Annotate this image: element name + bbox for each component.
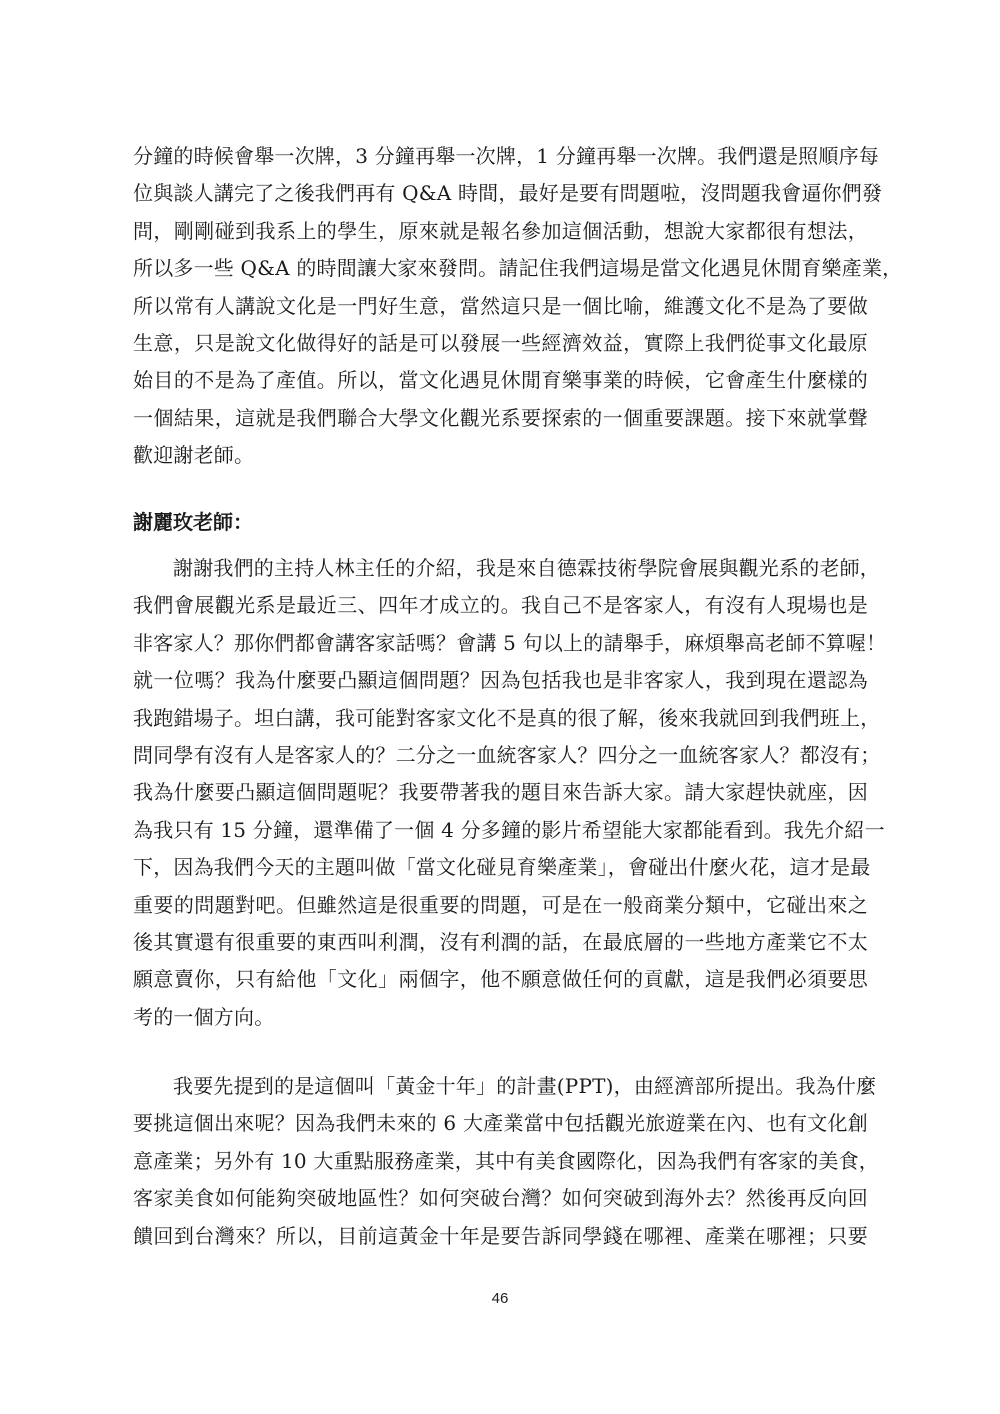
page-number: 46: [491, 1290, 509, 1307]
text-line: 非客家人？那你們都會講客家話嗎？會講 5 句以上的請舉手，麻煩舉高老師不算喔！: [133, 630, 887, 655]
text-line: 意產業；另外有 10 大重點服務產業，其中有美食國際化，因為我們有客家的美食，: [133, 1148, 879, 1173]
text-line: 我要先提到的是這個叫「黃金十年」的計畫(PPT)，由經濟部所提出。我為什麼: [173, 1074, 877, 1098]
text-line: 歡迎謝老師。: [133, 443, 255, 468]
text-line: 要挑這個出來呢？因為我們未來的 6 大產業當中包括觀光旅遊業在內、也有文化創: [133, 1111, 868, 1136]
speaker-heading: 謝麗玫老師：: [133, 510, 253, 534]
text-line: 始目的不是為了產值。所以，當文化遇見休閒育樂事業的時候，它會產生什麼樣的: [133, 368, 868, 393]
text-line: 就一位嗎？我為什麼要凸顯這個問題？因為包括我也是非客家人，我到現在還認為: [133, 668, 868, 693]
text-line: 我們會展觀光系是最近三、四年才成立的。我自己不是客家人，有沒有人現場也是: [133, 593, 868, 618]
text-line: 分鐘的時候會舉一次牌，3 分鐘再舉一次牌，1 分鐘再舉一次牌。我們還是照順序每: [133, 144, 879, 168]
paragraph-speech: [133, 550, 887, 1036]
text-line: 謝謝我們的主持人林主任的介紹，我是來自德霖技術學院會展與觀光系的老師，: [173, 556, 880, 580]
text-line: 為我只有 15 分鐘，還準備了一個 4 分多鐘的影片希望能大家都能看到。我先介紹一: [133, 817, 885, 842]
text-line: 位與談人講完了之後我們再有 Q&A 時間，最好是要有問題啦，沒問題我會逼你們發: [133, 181, 883, 206]
text-line: 願意賣你，只有給他「文化」兩個字，他不願意做任何的貢獻，這是我們必須要思: [133, 967, 868, 992]
text-line: 我跑錯場子。坦白講，我可能對客家文化不是真的很了解，後來我就回到我們班上，: [133, 705, 881, 730]
paragraph-intro: [133, 138, 903, 475]
text-line: 一個結果，這就是我們聯合大學文化觀光系要探索的一個重要課題。接下來就掌聲: [133, 405, 868, 430]
text-line: 後其實還有很重要的東西叫利潤，沒有利潤的話，在最底層的一些地方產業它不太: [133, 929, 868, 954]
text-line: 重要的問題對吧。但雖然這是很重要的問題，可是在一般商業分類中，它碰出來之: [133, 892, 868, 917]
text-line: 我為什麼要凸顯這個問題呢？我要帶著我的題目來告訴大家。請大家趕快就座，因: [133, 780, 868, 805]
text-line: 饋回到台灣來？所以，目前這黃金十年是要告訴同學錢在哪裡、產業在哪裡；只要: [133, 1223, 868, 1248]
text-line: 問同學有沒有人是客家人的？二分之一血統客家人？四分之一血統客家人？都沒有；: [133, 742, 881, 767]
text-line: 所以常有人講說文化是一門好生意，當然這只是一個比喻，維護文化不是為了要做: [133, 293, 868, 318]
paragraph-golden-decade: [133, 1068, 879, 1255]
text-line: 考的一個方向。: [133, 1004, 275, 1029]
text-line: 下，因為我們今天的主題叫做「當文化碰見育樂產業」，會碰出什麼火花，這才是最: [133, 855, 871, 880]
text-line: 所以多一些 Q&A 的時間讓大家來發問。請記住我們這場是當文化遇見休閒育樂產業，: [133, 256, 903, 281]
text-line: 客家美食如何能夠突破地區性？如何突破台灣？如何突破到海外去？然後再反向回: [133, 1186, 868, 1211]
text-line: 問，剛剛碰到我系上的學生，原來就是報名參加這個活動，想說大家都很有想法，: [133, 218, 868, 243]
text-line: 生意，只是說文化做得好的話是可以發展一些經濟效益，實際上我們從事文化最原: [133, 330, 868, 355]
